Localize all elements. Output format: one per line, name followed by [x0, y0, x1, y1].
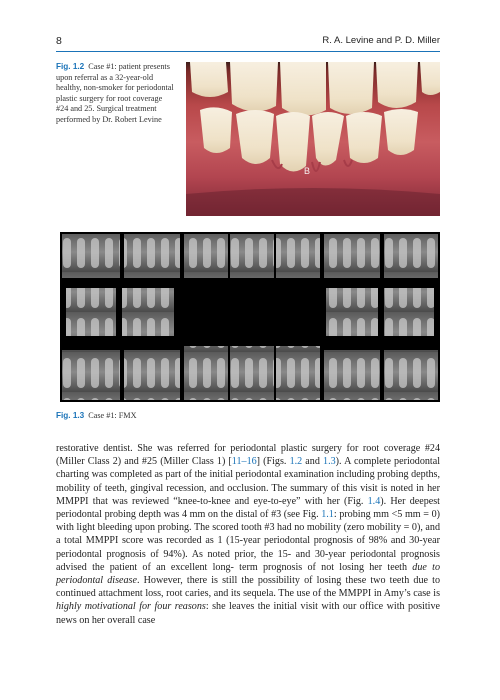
emphasis-text: highly motivational for four reasons — [56, 601, 206, 613]
photo-marker-b: B — [304, 166, 311, 176]
figure-1-3-caption — [56, 410, 136, 421]
running-header-authors: R. A. Levine and P. D. Miller — [322, 35, 440, 46]
figure-ref-link[interactable]: 1.1 — [321, 509, 334, 521]
body-text-segment: and — [302, 456, 324, 468]
figure-ref-link[interactable]: 1.2 — [289, 456, 303, 468]
body-text-segment: : she leaves the initial visit with our office with positive news on her overall case — [56, 601, 440, 626]
figure-1-2-clinical-photo — [186, 62, 440, 216]
figure-ref-link[interactable]: 1.3 — [323, 456, 336, 468]
figure-1-3-label: Fig. 1.3 — [56, 411, 85, 420]
figure-1-2-label: Fig. 1.2 — [56, 62, 85, 71]
body-text-segment: restorative dentist. She was referred for periodontal plastic surgery for root coverage #24 (Miller Class 2) and #25 (Miller Class 1) [ — [56, 443, 440, 468]
figure-1-3-fmx-radiographs — [60, 232, 440, 402]
citation-link[interactable]: 11–16 — [231, 456, 257, 468]
body-text-segment: . However, there is still the possibility of losing these two teeth due to continued attachment loss, root caries, and its sequela. The use of the MMPPI in Amy’s case is — [56, 575, 440, 600]
running-header — [56, 35, 440, 52]
figure-1-2-caption-text: Case #1: patient presents upon referral as a 32-year-old healthy, non-smoker for periodontal plastic surgery for root coverage #24 and 25. Surgical treatment performed by Dr. Robert Levine — [56, 62, 174, 124]
figure-1-3-caption-text: Case #1: FMX — [88, 411, 137, 420]
figure-1-2-caption — [56, 62, 176, 126]
body-paragraph — [56, 442, 440, 627]
page-number: 8 — [56, 35, 62, 47]
body-text-segment: ). Her deepest periodontal probing depth was 4 mm on the distal of #3 (see Fig. — [56, 495, 440, 521]
emphasis-text: due to periodontal disease — [56, 561, 440, 587]
body-text-segment: : probing mm <5 mm = 0) with light bleeding upon probing. The scored tooth #3 had no mobility (zero mobility = 0), and a total MMPPI score was recorded as 1 (15-year periodontal prognosis of 98% and 30-year periodontal prognosis of 94%). As noted prior, the 15- and 30-year periodontal prognosis advised the patient of an excellent long- term prognosis of not losing her teeth — [56, 509, 440, 573]
figure-ref-link[interactable]: 1.4 — [367, 495, 381, 507]
body-text-segment: ). A complete periodontal charting was completed as part of the initial periodontal examination including probing depths, mobility of teeth, gingival recession, and occlusion. The summary of this visit is noted in her MMPPI that was reviewed “knee-to-knee and eye-to-eye” with her (Fig. — [56, 456, 441, 507]
body-text-segment: ] (Figs. — [256, 456, 290, 468]
